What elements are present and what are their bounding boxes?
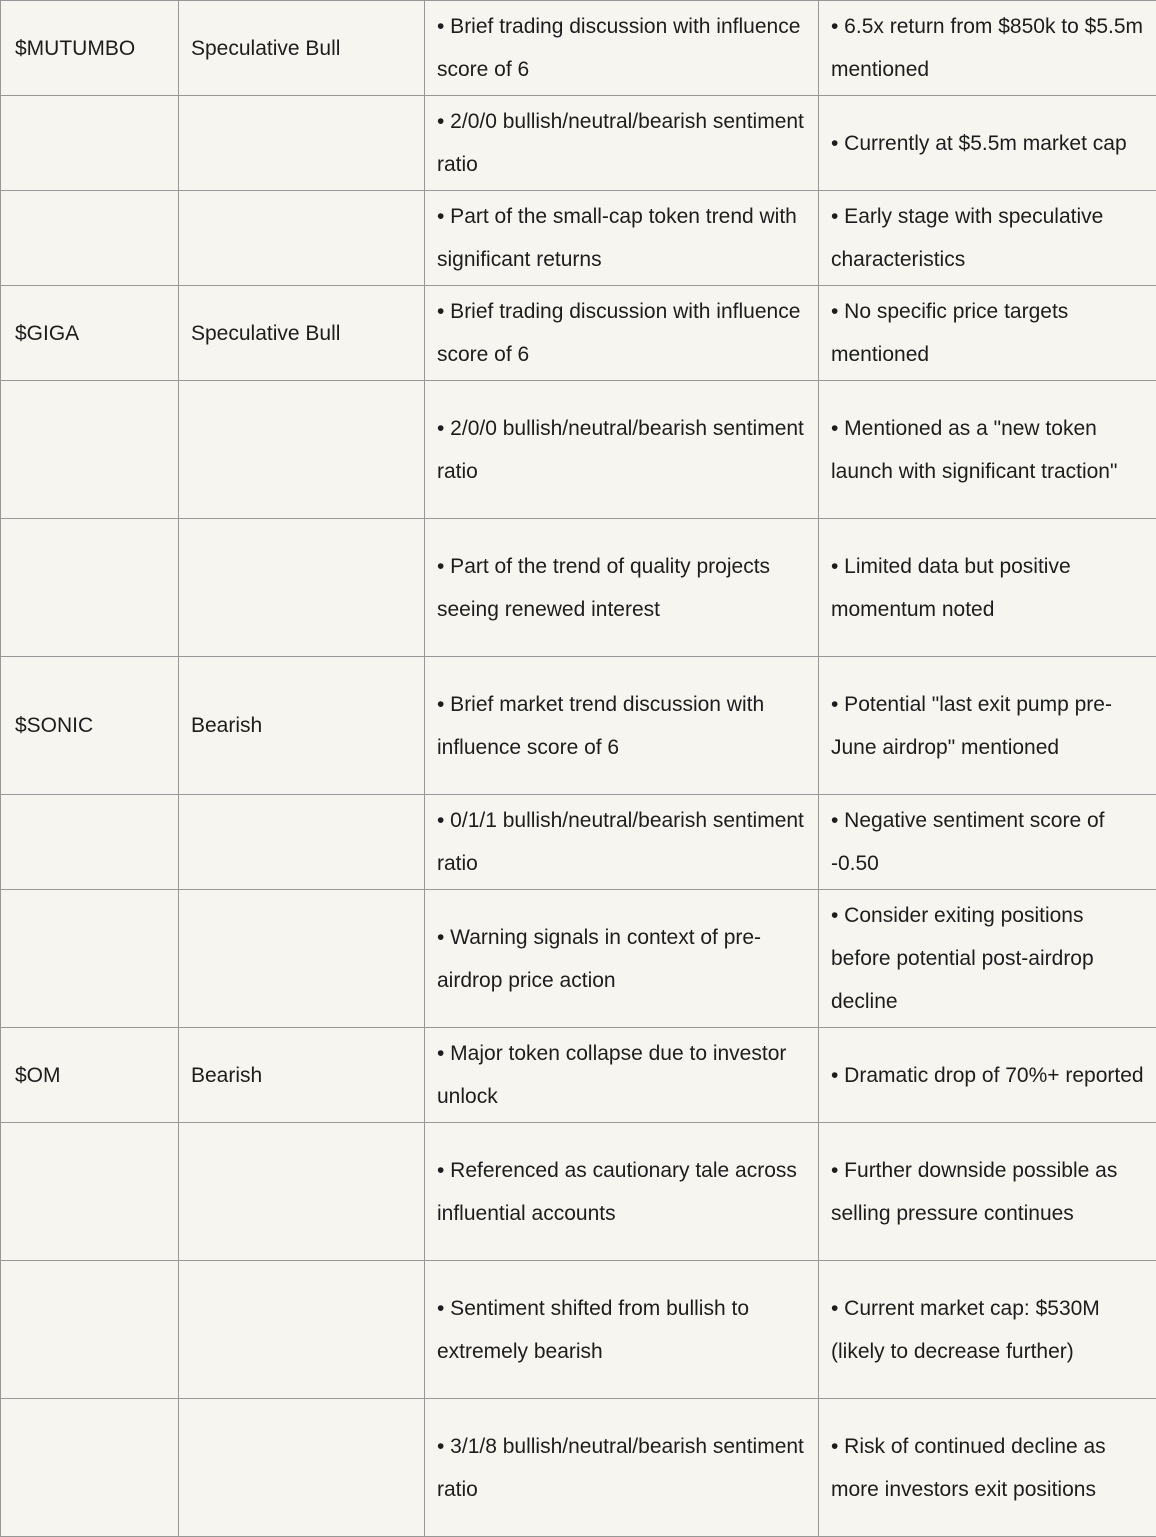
sentiment-cell (179, 1399, 425, 1537)
token-cell: $OM (1, 1028, 179, 1123)
token-cell: $SONIC (1, 657, 179, 795)
table-row (1, 890, 1156, 1028)
token-cell (1, 191, 179, 286)
token-cell (1, 96, 179, 191)
notes-cell: • Limited data but positive momentum noted (819, 519, 1156, 657)
notes-cell: • Currently at $5.5m market cap (819, 96, 1156, 191)
discussion-cell: • Major token collapse due to investor unlock (425, 1028, 819, 1123)
sentiment-cell (179, 1123, 425, 1261)
token-cell (1, 519, 179, 657)
table-row (1, 1399, 1156, 1537)
table-row (1, 1, 1156, 96)
notes-cell: • Early stage with speculative characteristics (819, 191, 1156, 286)
sentiment-cell: Bearish (179, 657, 425, 795)
sentiment-cell: Speculative Bull (179, 1, 425, 96)
discussion-cell: • Brief market trend discussion with influence score of 6 (425, 657, 819, 795)
notes-cell: • Risk of continued decline as more investors exit positions (819, 1399, 1156, 1537)
discussion-cell: • 3/1/8 bullish/neutral/bearish sentiment ratio (425, 1399, 819, 1537)
table-row (1, 1123, 1156, 1261)
token-cell (1, 1399, 179, 1537)
notes-cell: • 6.5x return from $850k to $5.5m mentioned (819, 1, 1156, 96)
notes-cell: • Negative sentiment score of -0.50 (819, 795, 1156, 890)
discussion-cell: • Warning signals in context of pre-airdrop price action (425, 890, 819, 1028)
table-row (1, 519, 1156, 657)
table-row (1, 191, 1156, 286)
notes-cell: • Further downside possible as selling pressure continues (819, 1123, 1156, 1261)
sentiment-cell (179, 1261, 425, 1399)
sentiment-cell: Bearish (179, 1028, 425, 1123)
discussion-cell: • Brief trading discussion with influence score of 6 (425, 286, 819, 381)
token-cell (1, 1261, 179, 1399)
token-cell: $GIGA (1, 286, 179, 381)
discussion-cell: • 2/0/0 bullish/neutral/bearish sentiment ratio (425, 96, 819, 191)
discussion-cell: • Referenced as cautionary tale across influential accounts (425, 1123, 819, 1261)
table-row (1, 96, 1156, 191)
discussion-cell: • 2/0/0 bullish/neutral/bearish sentiment ratio (425, 381, 819, 519)
notes-cell: • Current market cap: $530M (likely to decrease further) (819, 1261, 1156, 1399)
discussion-cell: • 0/1/1 bullish/neutral/bearish sentiment ratio (425, 795, 819, 890)
sentiment-cell (179, 890, 425, 1028)
notes-cell: • Consider exiting positions before potential post-airdrop decline (819, 890, 1156, 1028)
token-cell (1, 381, 179, 519)
token-cell: $MUTUMBO (1, 1, 179, 96)
table-row (1, 286, 1156, 381)
sentiment-cell: Speculative Bull (179, 286, 425, 381)
table-row (1, 381, 1156, 519)
notes-cell: • Dramatic drop of 70%+ reported (819, 1028, 1156, 1123)
sentiment-cell (179, 96, 425, 191)
discussion-cell: • Part of the small-cap token trend with significant returns (425, 191, 819, 286)
notes-cell: • No specific price targets mentioned (819, 286, 1156, 381)
table-row (1, 1261, 1156, 1399)
token-cell (1, 1123, 179, 1261)
notes-cell: • Potential "last exit pump pre-June airdrop" mentioned (819, 657, 1156, 795)
sentiment-cell (179, 381, 425, 519)
sentiment-cell (179, 795, 425, 890)
table-row (1, 657, 1156, 795)
discussion-cell: • Brief trading discussion with influence score of 6 (425, 1, 819, 96)
token-cell (1, 795, 179, 890)
table-row (1, 1028, 1156, 1123)
discussion-cell: • Part of the trend of quality projects seeing renewed interest (425, 519, 819, 657)
table-row (1, 795, 1156, 890)
notes-cell: • Mentioned as a "new token launch with significant traction" (819, 381, 1156, 519)
sentiment-cell (179, 191, 425, 286)
discussion-cell: • Sentiment shifted from bullish to extremely bearish (425, 1261, 819, 1399)
token-cell (1, 890, 179, 1028)
sentiment-cell (179, 519, 425, 657)
